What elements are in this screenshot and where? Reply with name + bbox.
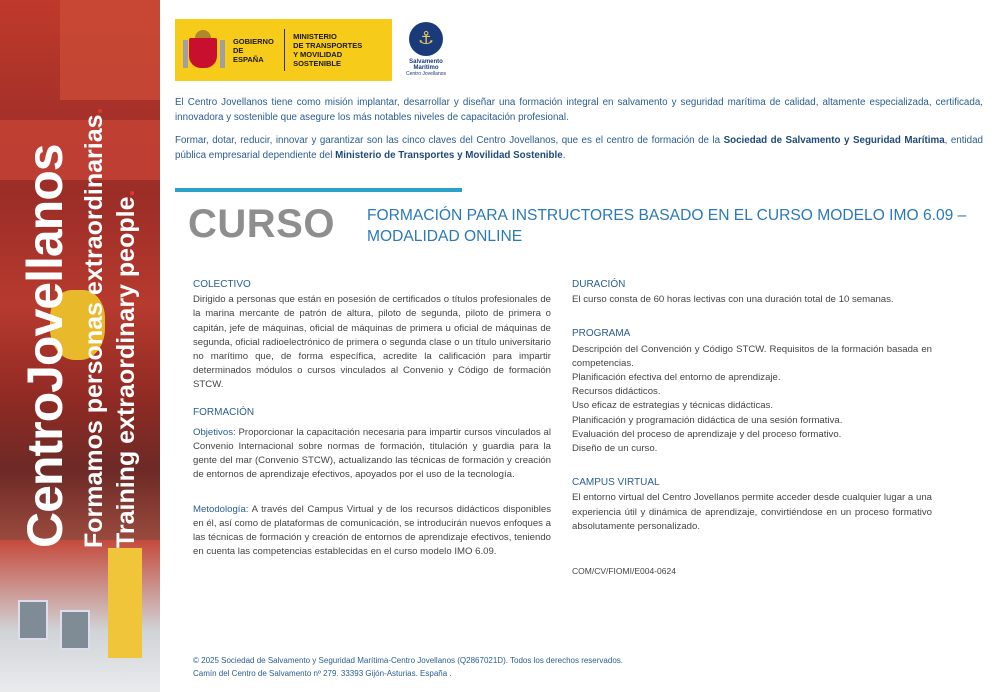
brand-tagline-en: Training extraordinary people. [112,189,140,548]
gobierno-logo [175,19,392,81]
intro-paragraph-keys: Formar, dotar, reducir, innovar y garantizar son las cinco claves del Centro Jovellanos, que es el centro de formación de la Sociedad de Salvamento y Seguridad Marítima, entidad pública empresarial dependiente del Ministerio de Transportes y Movilidad Sostenible. [175,135,983,161]
photo-window [60,610,90,650]
sm-logo-name: Salvamento Marítimo [409,59,443,71]
right-column [572,278,932,578]
footer-address: Camín del Centro de Salvamento nº 279. 33393 Gijón-Asturias. España . [193,669,452,678]
sasemar-link-text: Sociedad de Salvamento y Seguridad Marítima [723,135,945,146]
footer-copyright: © 2025 Sociedad de Salvamento y Seguridad Marítima-Centro Jovellanos (Q2867021D). Todos los derechos reservados. [193,656,623,665]
list-item: Descripción del Convención y Código STCW. Requisitos de la formación basada en competencias. [572,343,932,369]
intro-paragraph-mission: El Centro Jovellanos tiene como misión implantar, desarrollar y diseñar una formación integral en salvamento y seguridad marítima de calidad, altamente especializada, certificada, innovadora y sostenible que asegure los más notables niveles de capacitación profesional. [175,97,983,123]
colectivo-text: Dirigido a personas que están en posesión de certificados o títulos profesionales de la marina mercante de patrón de altura, piloto de segunda, piloto de primera o capitán, jefe de máquinas, oficial de máquinas de primera u oficial de máquinas de segunda, oficial radioelectrónico de primera o segunda clase o un título universitario no marítimo que, de forma específica, acredite la calificación para impartir determinados módulos o cursos vinculados al Convenio y Código de formación STCW. [193,294,551,391]
metodologia-label: Metodología: [193,503,249,515]
sm-logo-sub: Centro Jovellanos [405,71,447,77]
list-item: Evaluación del proceso de aprendizaje y del proceso formativo. [572,428,842,440]
gov-label: GOBIERNO DE ESPAÑA [232,36,274,64]
campus-virtual-text: El entorno virtual del Centro Jovellanos permite acceder desde cualquier lugar a una experiencia útil y dinámica de aprendizaje, convirtiéndose en un proceso formativo absolutamente personalizado. [572,492,932,532]
photo-sign [108,548,142,658]
list-item: Diseño de un curso. [572,443,658,455]
objetivos-text: Objetivos: Proporcionar la capacitación necesaria para impartir cursos vinculados al Convenio Internacional sobre normas de formación, titulación y guardia para la gente del mar (Convenio STCW), actualizando las técnicas de formación y creación de entornos de aprendizaje efectivos, apoyados por el uso de la tecnología. [193,426,551,481]
anchor-emblem-icon [409,22,443,56]
photo-structure [60,0,160,100]
curso-label: CURSO [188,202,335,246]
ministry-link-text: Ministerio de Transportes y Movilidad Sostenible [335,150,563,161]
list-item: Recursos didácticos. [572,386,661,398]
logo-divider [284,29,285,71]
brand-photo-band [0,0,160,692]
salvamento-maritimo-logo [398,22,454,77]
colectivo-heading: COLECTIVO [193,279,251,290]
course-title: FORMACIÓN PARA INSTRUCTORES BASADO EN EL CURSO MODELO IMO 6.09 – MODALIDAD ONLINE [367,207,967,245]
duracion-heading: DURACIÓN [572,279,626,290]
photo-window [18,600,48,640]
formacion-heading: FORMACIÓN [193,406,255,418]
left-column [193,278,551,559]
document-code: COM/CV/FIOMI/E004-0624 [572,566,676,577]
duracion-text: El curso consta de 60 horas lectivas con una duración total de 10 semanas. [572,294,894,306]
ministry-label: MINISTERIO DE TRANSPORTES Y MOVILIDAD SOSTENIBLE [293,32,363,68]
list-item: Planificación efectiva del entorno de aprendizaje. [572,372,781,384]
programa-heading: PROGRAMA [572,328,631,340]
coat-of-arms-icon [183,28,225,72]
footer [193,654,623,680]
section-divider [175,188,462,192]
intro-block [175,95,983,163]
metodologia-text: Metodología: A través del Campus Virtual y de los recursos didácticos disponibles en él, así como de plataformas de comunicación, se introducirán nuevos enfoques a las técnicas de formación y creación de entornos de aprendizaje efectivos, teniendo en cuenta las competencias establecidas en el curso modelo IMO 6.09. [193,503,551,558]
objetivos-label: Objetivos: [193,426,236,438]
programa-list [572,343,932,457]
brand-tagline-es: Formamos personas extraordinarias. [80,107,108,548]
campus-virtual-heading: CAMPUS VIRTUAL [572,477,660,489]
list-item: Uso eficaz de estrategias y técnicas didácticas. [572,400,774,412]
list-item: Planificación y programación didáctica de una sesión formativa. [572,414,843,426]
brand-name: CentroJovellanos [17,144,73,548]
